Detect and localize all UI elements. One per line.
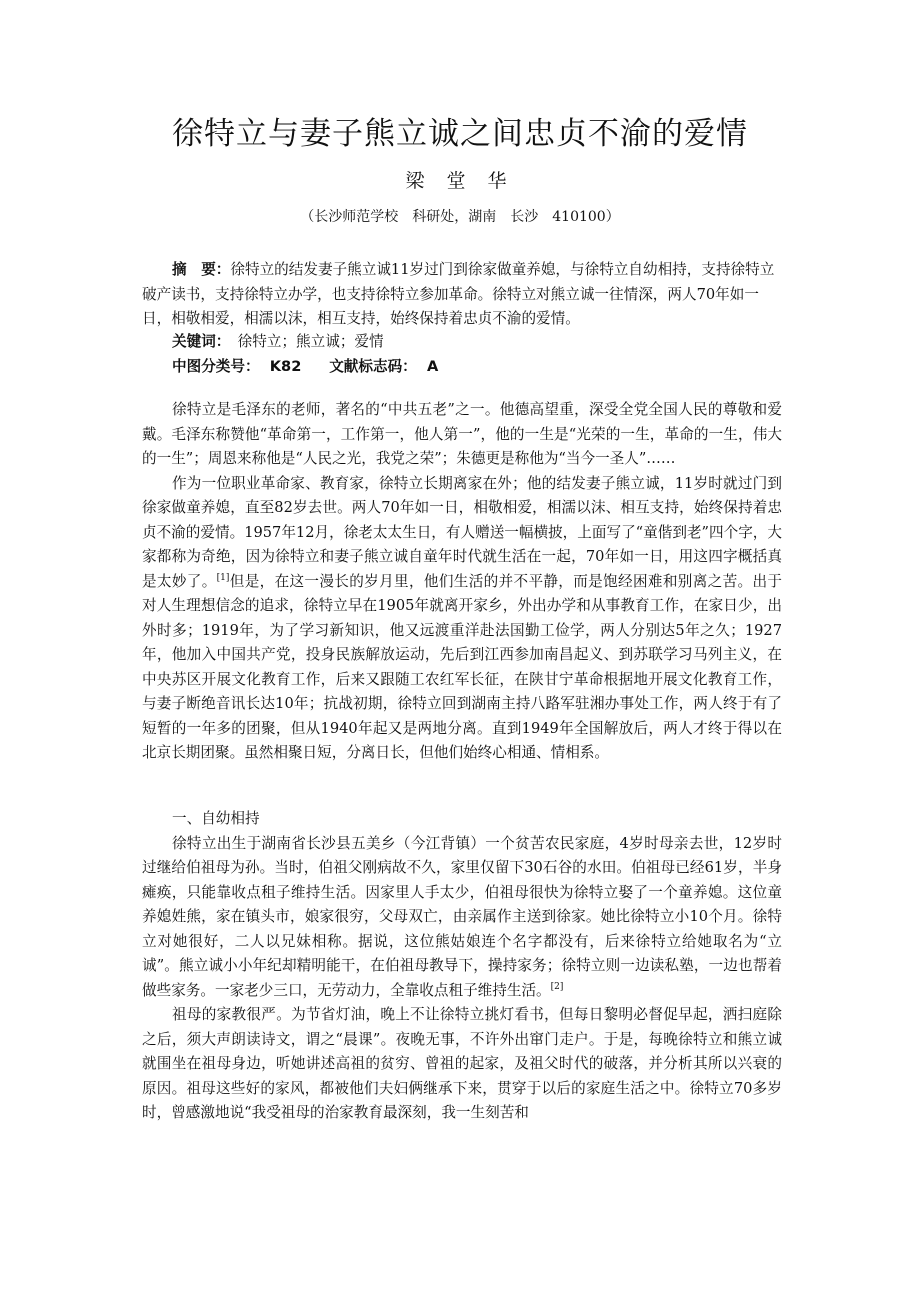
section-one (142, 807, 782, 1126)
author-name: 梁 堂 华 (405, 170, 515, 192)
abstract-text: 徐特立的结发妻子熊立诚11岁过门到徐家做童养媳，与徐特立自幼相持，支持徐特立破产读书，支持徐特立办学，也支持徐特立参加革命。徐特立对熊立诚一往情深，两人70年如一日，相敬相爱，相濡以沫，相互支持，始终保持着忠贞不渝的爱情。 (142, 261, 775, 327)
keywords (142, 330, 812, 355)
paper-title: 徐特立与妻子熊立诚之间忠贞不渝的爱情 (172, 116, 748, 152)
doc-code-label: 文献标志码： (329, 358, 417, 375)
paragraph-2-part-b: 但是，在这一漫长的岁月里，他们生活的并不平静，而是饱经困难和别离之苦。出于对人生理想信念的追求，徐特立早在1905年就离开家乡，外出办学和从事教育工作，在家日少，出外时多；1919年，为了学习新知识，他又远渡重洋赴法国勤工俭学，两人分别达5年之久；1927年，他加入中国共产党，投身民族解放运动，先后到江西参加南昌起义、到苏联学习马列主义，在中央苏区开展文化教育工作，后来又跟随工农红军长征，在陕甘宁革命根据地开展文化教育工作，与妻子断绝音讯长达10年；抗战初期，徐特立回到湖南主持八路军驻湘办事处工作，两人终于有了短暂的一年多的团聚，但从1940年起又是两地分离。直到1949年全国解放后，两人才终于得以在北京长期团聚。虽然相聚日短，分离日长，但他们始终心相通、情相系。 (142, 572, 782, 761)
paragraph-3-text: 徐特立出生于湖南省长沙县五美乡（今江背镇）一个贫苦农民家庭，4岁时母亲去世，12岁时过继给伯祖母为孙。当时，伯祖父刚病故不久，家里仅留下30石谷的水田。伯祖母已经61岁，半身瘫痪，只能靠收点租子维持生活。因家里人手太少，伯祖母很快为徐特立娶了一个童养媳。这位童养媳姓熊，家在镇头市，娘家很穷，父母双亡，由亲属作主送到徐家。她比徐特立小10个月。徐特立对她很好，二人以兄妹相称。据说，这位熊姑娘连个名字都没有，后来徐特立给她取名为“立诚”。熊立诚小小年纪却精明能干，在伯祖母教导下，操持家务；徐特立则一边读私塾，一边也帮着做些家务。一家老少三口，无劳动力，全靠收点租子维持生活。 (142, 834, 782, 999)
keywords-text: 徐特立；熊立诚；爱情 (223, 333, 384, 350)
citation-ref-1: [1] (216, 572, 230, 583)
clc-label: 中图分类号： (172, 358, 260, 375)
body-paragraph-1: 徐特立是毛泽东的老师，著名的“中共五老”之一。他德高望重，深受全党全国人民的尊敬和爱戴。毛泽东称赞他“革命第一，工作第一，他人第一”，他的一生是“光荣的一生，革命的一生，伟大的一生”；周恩来称他是“人民之光，我党之荣”；朱德更是称他为“当今一圣人”…… (142, 401, 782, 467)
doc-code-value: A (416, 358, 439, 375)
abstract-label: 摘 要： (172, 261, 231, 278)
body-paragraph-2 (142, 472, 782, 766)
body-paragraph-3 (142, 832, 782, 1004)
citation-ref-2: [2] (550, 981, 564, 992)
keywords-label: 关键词： (172, 333, 224, 350)
section-heading: 一、自幼相持 (172, 810, 260, 827)
paragraph-2-part-a: 作为一位职业革命家、教育家，徐特立长期离家在外；他的结发妻子熊立诚，11岁时就过门到徐家做童养媳，直至82岁去世。两人70年如一日，相敬相爱，相濡以沫、相互支持，始终保持着忠贞不渝的爱情。1957年12月，徐老太太生日，有人赠送一幅横披，上面写了“童偕到老”四个字，大家都称为奇绝，因为徐特立和妻子熊立诚自童年时代就生活在一起，70年如一日，用这四字概括真是太妙了。 (142, 474, 782, 590)
classification-line (142, 355, 812, 380)
clc-value: K82 (259, 358, 302, 375)
body-paragraph-4: 祖母的家教很严。为节省灯油，晚上不让徐特立挑灯看书，但每日黎明必督促早起，洒扫庭除之后，须大声朗读诗文，谓之“晨课”。夜晚无事，不许外出窜门走户。于是，每晚徐特立和熊立诚就围坐在祖母身边，听她讲述高祖的贫穷、曾祖的起家，及祖父时代的破落，并分析其所以兴衰的原因。祖母这些好的家风，都被他们夫妇俩继承下来，贯穿于以后的家庭生活之中。徐特立70多岁时，曾感激地说“我受祖母的治家教育最深刻，我一生刻苦和 (142, 1006, 782, 1121)
abstract (142, 258, 782, 332)
author-affiliation: （长沙师范学校 科研处，湖南 长沙 410100） (300, 209, 620, 225)
intro-section (142, 398, 782, 766)
